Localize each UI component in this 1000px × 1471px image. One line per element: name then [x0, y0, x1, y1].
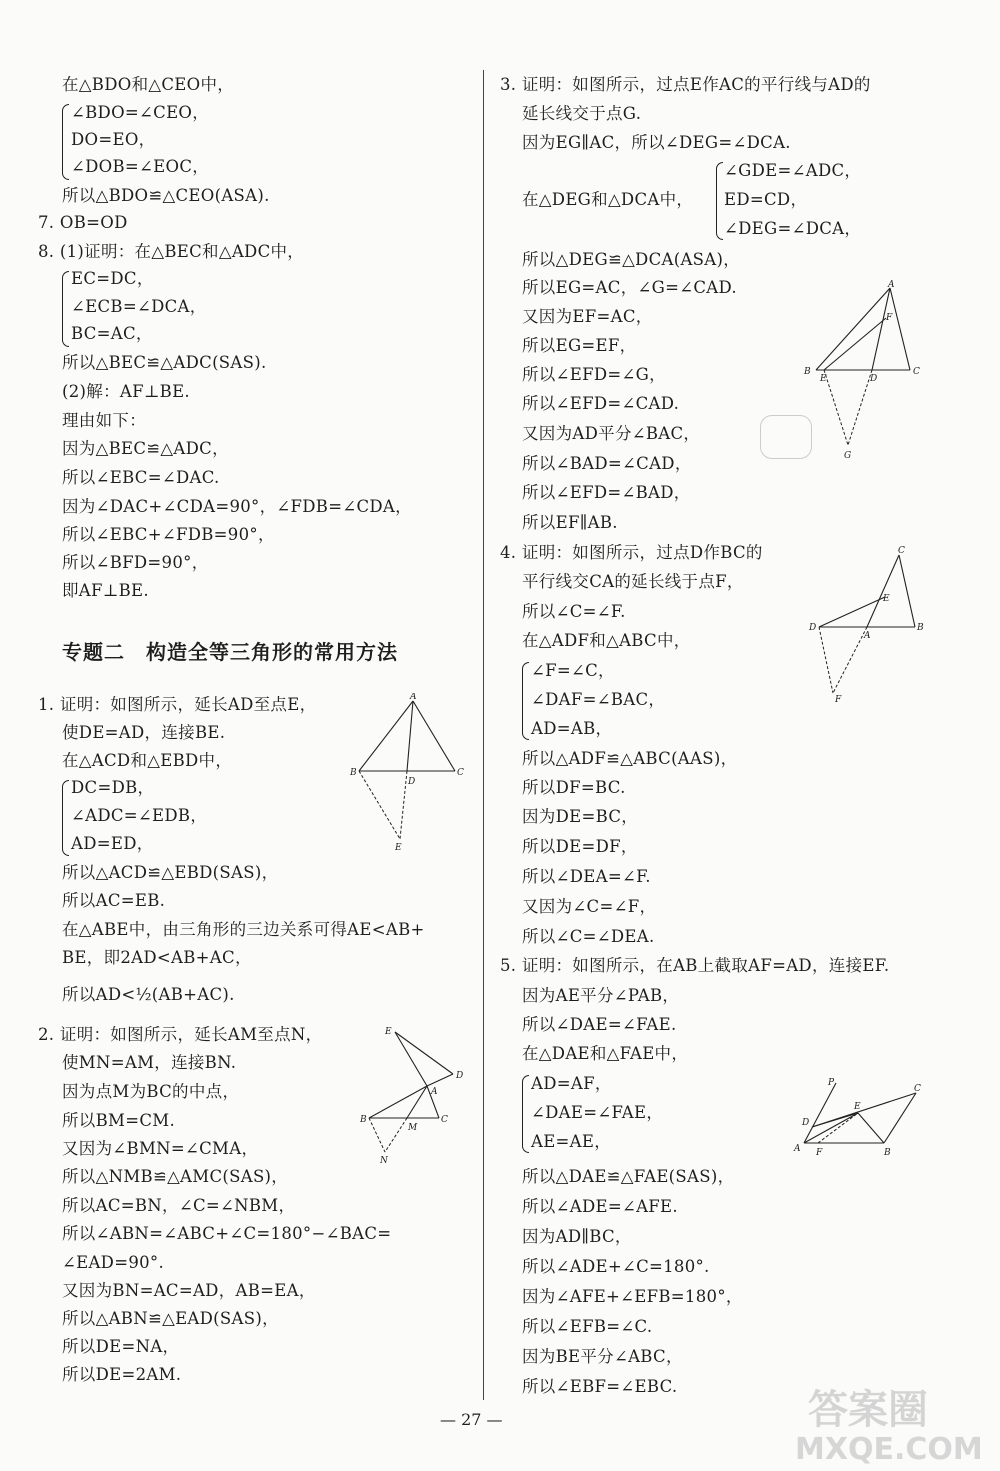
- text-line: 所以∠EFD=∠CAD.: [522, 394, 680, 413]
- text-line: 因为BE平分∠ABC，: [522, 1347, 683, 1366]
- text-line: ∠ECB=∠DCA，: [71, 297, 207, 316]
- fig-label: A: [888, 280, 895, 290]
- page-number: — 27 —: [440, 1410, 503, 1429]
- text-line: 因为点M为BC的中点，: [62, 1082, 240, 1101]
- text-line: 因为∠AFE+∠EFB=180°，: [522, 1287, 743, 1306]
- text-line: 所以EG=AC，∠G=∠CAD.: [522, 278, 737, 297]
- text-line: AD=AF，: [531, 1074, 612, 1093]
- text-line: ∠DOB=∠EOC，: [71, 157, 210, 176]
- text-line: 1. 证明：如图所示，延长AD至点E，: [38, 695, 317, 714]
- fig-label: F: [816, 1148, 823, 1158]
- text-line: 所以△DEG≌△DCA(ASA)，: [522, 250, 741, 269]
- text-line: AD=AB，: [531, 719, 613, 738]
- fig-label: A: [431, 1087, 438, 1097]
- stamp-mark: [760, 415, 812, 459]
- figure-5: [792, 1073, 932, 1167]
- text-line: 在△DEG和△DCA中，: [522, 190, 694, 209]
- text-line: 所以AC=EB.: [62, 891, 166, 910]
- text-line: 所以DE=NA，: [62, 1337, 180, 1356]
- text-line: 所以∠EFD=∠G，: [522, 365, 666, 384]
- brace: [62, 780, 69, 856]
- text-line: BE，即2AD<AB+AC，: [62, 948, 252, 967]
- text-line: 又因为∠C=∠F，: [522, 897, 657, 916]
- text-line: 又因为AD平分∠BAC，: [522, 424, 701, 443]
- text-line: ∠BDO=∠CEO，: [71, 103, 210, 122]
- text-line: 所以∠EBC+∠FDB=90°，: [62, 525, 275, 544]
- text-line: 7. OB=OD: [38, 213, 128, 232]
- text-line: 平行线交CA的延长线于点F，: [522, 572, 744, 591]
- text-line: BC=AC，: [71, 324, 153, 343]
- text-line: 所以△BDO≌△CEO(ASA).: [62, 186, 270, 205]
- text-line: 所以∠ADE+∠C=180°.: [522, 1257, 710, 1276]
- text-line: 在△ABE中，由三角形的三边关系可得AE<AB+: [62, 920, 425, 939]
- text-line: 所以∠BFD=90°，: [62, 553, 209, 572]
- watermark-logo: 答案圈: [808, 1387, 928, 1433]
- text-line: 所以∠ADE=∠AFE.: [522, 1197, 678, 1216]
- fig-label: E: [385, 1027, 392, 1037]
- brace: [62, 271, 69, 347]
- text-line: 所以△NMB≌△AMC(SAS)，: [62, 1167, 289, 1186]
- column-divider: [483, 70, 484, 1400]
- text-line: 又因为∠BMN=∠CMA，: [62, 1139, 259, 1158]
- text-line: 所以∠C=∠F.: [522, 602, 626, 621]
- fig-label: C: [898, 546, 905, 556]
- text-line: ∠EAD=90°.: [62, 1253, 165, 1272]
- fig-label: F: [886, 313, 893, 323]
- text-line: 使MN=AM，连接BN.: [62, 1053, 237, 1072]
- text-line: (2)解：AF⊥BE.: [62, 382, 190, 401]
- text-line: 又因为EF=AC，: [522, 307, 653, 326]
- text-line: 因为∠DAC+∠CDA=90°，∠FDB=∠CDA，: [62, 497, 412, 516]
- fig-label: A: [794, 1144, 801, 1154]
- figure-4: [805, 545, 935, 714]
- brace: [716, 162, 723, 240]
- text-line: ∠GDE=∠ADC，: [724, 161, 862, 180]
- text-line: 所以∠DAE=∠FAE.: [522, 1015, 677, 1034]
- fig-label: B: [360, 1115, 367, 1125]
- text-line: 因为△BEC≌△ADC，: [62, 439, 229, 458]
- figure-2: [355, 1022, 475, 1176]
- text-line: DC=DB，: [71, 778, 155, 797]
- fig-label: C: [914, 1084, 921, 1094]
- text-line: 所以∠EBF=∠EBC.: [522, 1377, 678, 1396]
- fig-label: D: [408, 777, 416, 787]
- figure-1: [345, 693, 475, 857]
- fig-label: E: [395, 843, 402, 853]
- text-line: DO=EO，: [71, 130, 156, 149]
- text-line: EC=DC，: [71, 269, 154, 288]
- text-line: 8. (1)证明：在△BEC和△ADC中，: [38, 242, 305, 261]
- fig-label: D: [456, 1071, 464, 1081]
- text-line: AD=ED，: [71, 834, 154, 853]
- brace: [62, 104, 69, 180]
- text-line: 所以∠EFD=∠BAD，: [522, 483, 691, 502]
- text-line: 所以△DAE≌△FAE(SAS)，: [522, 1167, 735, 1186]
- text-line: 因为AD∥BC，: [522, 1227, 632, 1246]
- text-line: 所以DE=2AM.: [62, 1365, 182, 1384]
- fig-label: N: [380, 1156, 388, 1166]
- fig-label: D: [802, 1118, 810, 1128]
- text-line: 所以∠ABN=∠ABC+∠C=180°−∠BAC=: [62, 1224, 392, 1243]
- text-line: 所以EG=EF，: [522, 336, 637, 355]
- fig-label: D: [870, 374, 878, 384]
- brace: [522, 662, 529, 740]
- fig-label: P: [828, 1078, 835, 1088]
- text-line: 所以AC=BN，∠C=∠NBM，: [62, 1196, 296, 1215]
- text-line: 所以△ABN≌△EAD(SAS)，: [62, 1309, 279, 1328]
- text-line: 3. 证明：如图所示，过点E作AC的平行线与AD的: [500, 75, 871, 94]
- text-line: ∠F=∠C，: [531, 661, 615, 680]
- text-line: 因为EG∥AC，所以∠DEG=∠DCA.: [522, 133, 791, 152]
- text-line: 所以∠EBC=∠DAC.: [62, 468, 220, 487]
- fig-label: E: [820, 374, 827, 384]
- fig-label: A: [410, 693, 417, 702]
- fig-label: D: [809, 623, 817, 633]
- text-line: 在△BDO和△CEO中，: [62, 75, 235, 94]
- fig-label: M: [408, 1123, 418, 1133]
- text-line: 所以∠BAD=∠CAD，: [522, 454, 692, 473]
- text-line: 所以∠EFB=∠C.: [522, 1317, 653, 1336]
- figure-3: [800, 280, 930, 469]
- fig-label: B: [804, 367, 811, 377]
- text-line: ED=CD，: [724, 190, 808, 209]
- fig-label: F: [835, 695, 842, 705]
- brace: [522, 1075, 529, 1153]
- text-line: ∠DEG=∠DCA，: [724, 219, 862, 238]
- text-line: 4. 证明：如图所示，过点D作BC的: [500, 543, 763, 562]
- text-line: AE=AE，: [531, 1132, 612, 1151]
- text-line: 即AF⊥BE.: [62, 581, 149, 600]
- text-line: 所以EF∥AB.: [522, 513, 618, 532]
- text-line: 使DE=AD，连接BE.: [62, 723, 226, 742]
- text-line: 2. 证明：如图所示，延长AM至点N，: [38, 1025, 323, 1044]
- text-line: 所以BM=CM.: [62, 1111, 176, 1130]
- fig-label: C: [441, 1115, 448, 1125]
- text-line: 又因为BN=AC=AD，AB=EA，: [62, 1281, 316, 1300]
- fig-label: E: [883, 594, 890, 604]
- text-line: 理由如下：: [62, 411, 146, 430]
- text-line: 因为AE平分∠PAB，: [522, 986, 680, 1005]
- fig-label: A: [864, 631, 871, 641]
- fig-label: B: [884, 1148, 891, 1158]
- section-title: 专题二 构造全等三角形的常用方法: [62, 640, 398, 664]
- text-line: 所以DE=DF，: [522, 837, 638, 856]
- text-line: 在△DAE和△FAE中，: [522, 1044, 689, 1063]
- text-line: ∠DAE=∠FAE，: [531, 1103, 664, 1122]
- text-line: 所以△ADF≌△ABC(AAS)，: [522, 749, 738, 768]
- fig-label: C: [457, 768, 464, 778]
- text-line: 延长线交于点G.: [522, 104, 642, 123]
- text-line: ∠ADC=∠EDB，: [71, 806, 208, 825]
- text-line: 所以DF=BC.: [522, 778, 626, 797]
- fig-label: G: [844, 451, 852, 461]
- text-line: 所以△ACD≌△EBD(SAS)，: [62, 863, 279, 882]
- watermark-text: MXQE.COM: [795, 1432, 983, 1467]
- fig-label: B: [350, 768, 357, 778]
- text-line: 在△ACD和△EBD中，: [62, 751, 233, 770]
- text-line: 在△ADF和△ABC中，: [522, 631, 691, 650]
- fig-label: B: [917, 623, 924, 633]
- text-line: ∠DAF=∠BAC，: [531, 690, 666, 709]
- text-line: 所以△BEC≌△ADC(SAS).: [62, 353, 267, 372]
- fig-label: E: [854, 1102, 861, 1112]
- fig-label: C: [913, 367, 920, 377]
- text-line: 因为DE=BC，: [522, 807, 639, 826]
- text-line: 5. 证明：如图所示，在AB上截取AF=AD，连接EF.: [500, 956, 890, 975]
- text-line: 所以∠DEA=∠F.: [522, 867, 651, 886]
- text-line: 所以AD<½(AB+AC).: [62, 985, 235, 1004]
- text-line: 所以∠C=∠DEA.: [522, 927, 655, 946]
